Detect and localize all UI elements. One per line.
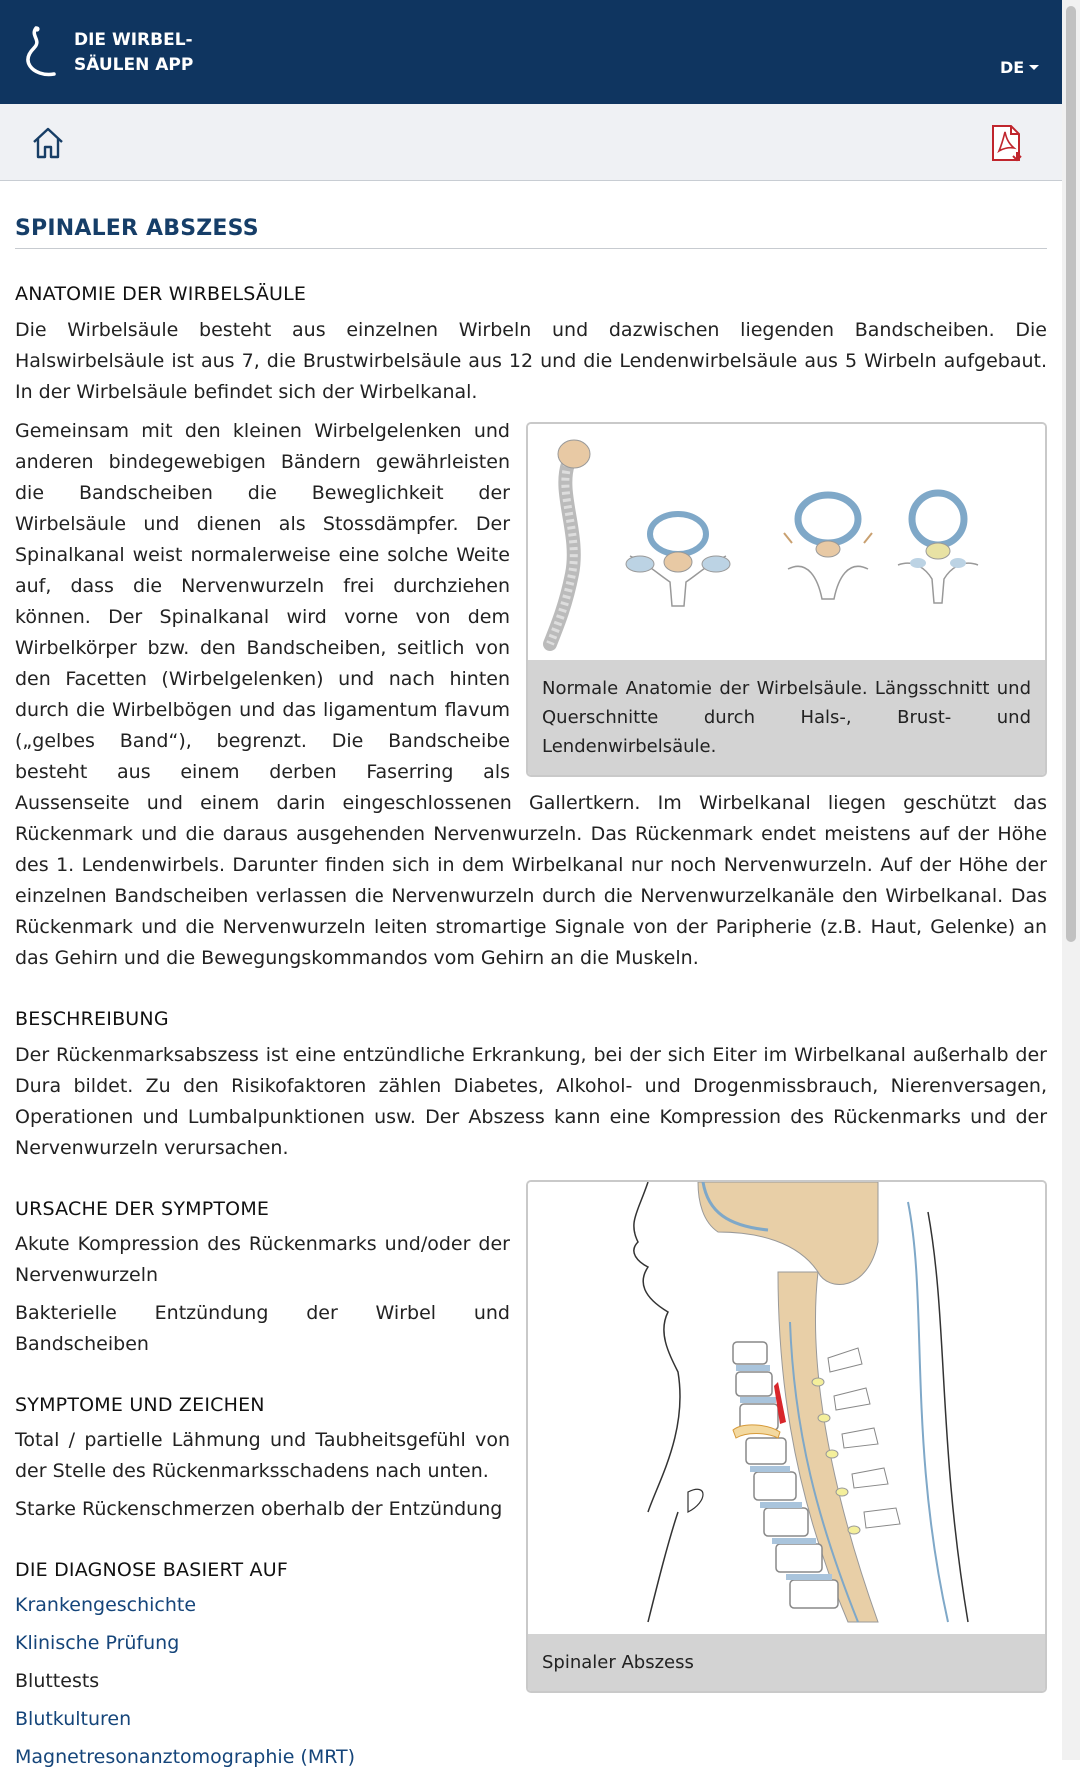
cause-item: Bakterielle Entzündung der Wirbel und Bandscheiben	[15, 1302, 510, 1355]
symptoms-heading: SYMPTOME UND ZEICHEN	[15, 1394, 265, 1416]
diagnosis-link-klinische-pruefung[interactable]: Klinische Prüfung	[15, 1632, 180, 1654]
app-title[interactable]: DIE WIRBEL- SÄULEN APP	[74, 30, 194, 75]
anatomy-figure[interactable]	[526, 422, 1047, 777]
toolbar	[0, 104, 1062, 181]
diagnosis-link-krankengeschichte[interactable]: Krankengeschichte	[15, 1594, 197, 1616]
description-heading: BESCHREIBUNG	[15, 1008, 169, 1030]
diagnosis-item-bluttests: Bluttests	[15, 1670, 100, 1692]
anatomy-paragraph-1: Die Wirbelsäule besteht aus einzelnen Wirbeln und dazwischen liegenden Bandscheiben. Die Halswirbelsäule ist aus 7, die Brustwirbelsäule aus 12 und die Lendenwirbelsäule aus 5 Wirbeln aufgebaut. In der Wirbelsäule befindet sich der Wirbelkanal.	[15, 319, 1047, 403]
symptom-item: Starke Rückenschmerzen oberhalb der Entzündung	[15, 1498, 503, 1520]
home-icon[interactable]	[30, 126, 66, 160]
spine-logo-icon[interactable]	[20, 26, 60, 80]
page-scrollbar[interactable]	[1062, 0, 1080, 1760]
page-title: SPINALER ABSZESS	[15, 216, 1047, 249]
abscess-figure[interactable]	[526, 1180, 1047, 1693]
diagnosis-link-blutkulturen[interactable]: Blutkulturen	[15, 1708, 132, 1730]
anatomy-heading: ANATOMIE DER WIRBELSÄULE	[15, 283, 307, 305]
diagnosis-heading: DIE DIAGNOSE BASIERT AUF	[15, 1559, 288, 1581]
symptom-item: Total / partielle Lähmung und Taubheitsgefühl von der Stelle des Rückenmarksschadens nach unten.	[15, 1429, 510, 1482]
article	[15, 180, 1047, 1773]
caret-down-icon	[1029, 65, 1039, 70]
spine-anatomy-illustration	[528, 424, 1045, 660]
scrollbar-thumb[interactable]	[1066, 6, 1076, 942]
description-text: Der Rückenmarksabszess ist eine entzündliche Erkrankung, bei der sich Eiter im Wirbelkanal außerhalb der Dura bildet. Zu den Risikofaktoren zählen Diabetes, Alkohol- und Drogenmissbrauch, Nierenversagen, Operationen und Lumbalpunktionen usw. Der Abszess kann eine Kompression des Rückenmarks und der Nervenwurzeln verursachen.	[15, 1044, 1047, 1159]
cause-heading: URSACHE DER SYMPTOME	[15, 1198, 270, 1220]
diagnosis-link-mrt[interactable]: Magnetresonanztomographie (MRT)	[15, 1746, 356, 1768]
language-selector[interactable]	[1000, 58, 1039, 77]
pdf-download-icon[interactable]	[990, 124, 1024, 162]
cause-item: Akute Kompression des Rückenmarks und/oder der Nervenwurzeln	[15, 1233, 510, 1286]
abscess-figure-caption: Spinaler Abszess	[528, 1634, 1045, 1691]
anatomy-paragraph-2: Gemeinsam mit den kleinen Wirbelgelenken und anderen bindegewebigen Bändern gewährleisten die Bandscheiben die Beweglichkeit der Wirbelsäule und dienen als Stossdämpfer. Der Spinalkanal weist normalerweise eine solche Weite auf, dass die Nervenwurzeln frei durchziehen können. Der Spinalkanal wird vorne von dem Wirbelkörper bzw. den Bandscheiben, seitlich von den Facetten (Wirbelgelenken) und nach hinten durch die Wirbelbögen und das ligamentum flavum („gelbes Band“), begrenzt. Die Bandscheibe besteht aus einem derben Faserring als Aussenseite und einem darin eingeschlossenen Gallertkern. Im Wirbelkanal liegen geschützt das Rückenmark und die daraus ausgehenden Nervenwurzeln. Das Rückenmark endet meistens auf der Höhe des 1. Lendenwirbels. Darunter finden sich in dem Wirbelkanal nur noch Nervenwurzeln. Auf der Höhe der einzelnen Bandscheiben verlassen die Nervenwurzeln durch die Nervenwurzelkanäle den Wirbelkanal. Das Rückenmark und die Nervenwurzeln leiten stromartige Signale von der Paripherie (z.B. Haut, Gelenke) an das Gehirn und die Bewegungskommandos vom Gehirn an die Muskeln.	[15, 420, 1047, 969]
anatomy-figure-caption: Normale Anatomie der Wirbelsäule. Längsschnitt und Querschnitte durch Hals-, Brust- und Lendenwirbelsäule.	[528, 660, 1045, 775]
language-label: DE	[1000, 58, 1025, 77]
app-header	[0, 0, 1062, 104]
spinal-abscess-illustration	[528, 1182, 1045, 1634]
